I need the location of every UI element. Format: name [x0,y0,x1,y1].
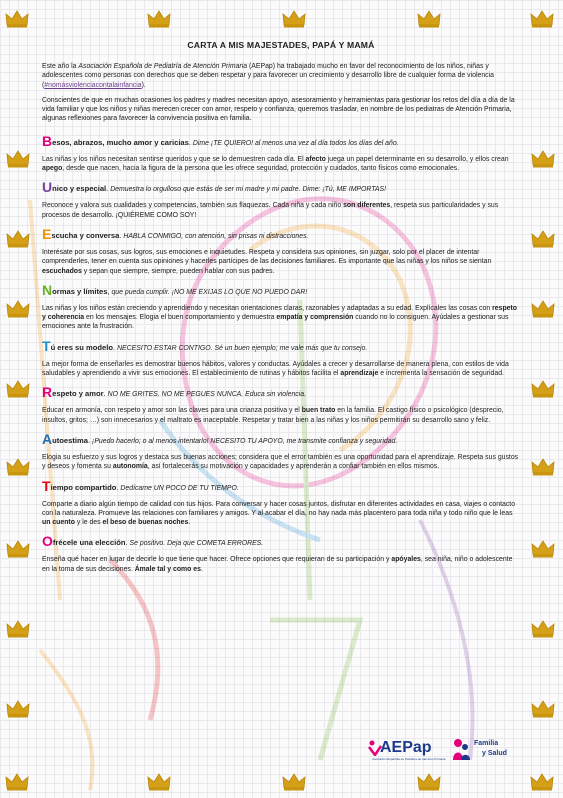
section-subtitle: Se positivo. Deja que COMETA ERRORES. [127,540,264,548]
section-heading [42,179,520,196]
section-title-punct: . [188,137,192,147]
crown-icon [531,540,555,558]
crown-icon [6,300,30,318]
section-subtitle: Dedícame UN POCO DE TU TIEMPO. [118,484,239,492]
crown-icon [5,10,29,28]
crown-icon [531,230,555,248]
body-text: Reconoce y valora sus cualidades y competencias, también sus flaquezas. Cada niña y cada niño [42,202,344,210]
section-body [42,453,520,472]
emphasis-text: empatía y comprensión [276,314,354,322]
section-body [42,406,520,425]
intro-text: ). [141,81,146,89]
acrostic-letter: E [42,225,52,242]
crown-icon [6,150,30,168]
body-text: en la familia. El castigo físico o psicológico (desprecio, insultos, gritos; …) son innecesarios y el maltrato es inaceptable. Respetar y tratar bien a las niñas y los niños permitirán su desarrollo sano y feliz. [42,407,504,424]
section-title: esos, abrazos, mucho amor y caricias [52,137,189,147]
crown-icon [417,10,441,28]
section-heading [42,384,520,401]
letter-title: CARTA A MIS MAJESTADES, PAPÁ Y MAMÁ [187,40,375,50]
body-text: Enseña qué hacer en lugar de decirle lo que tiene que hacer. Ofrece opciones que requieran de su participación y [42,556,392,564]
section-title-punct: , [107,286,110,296]
crown-icon [531,620,555,638]
y-salud-text: y Salud [482,750,507,757]
section-title: frécele una elección [52,538,126,548]
crown-icon [6,700,30,718]
crown-icon [6,380,30,398]
section-title: scucha y conversa [51,230,120,240]
section-heading [42,533,520,550]
crown-icon [147,773,171,791]
organization-name: Asociación Española de Pediatría de Atención Primaria [78,63,248,70]
family-icon [450,738,472,762]
section-title-punct: . [88,435,91,445]
crown-icon [531,380,555,398]
crown-icon [531,458,555,476]
emphasis-text: autonomía [112,463,148,471]
section-subtitle: NO ME GRITES. NO ME PEGUES NUNCA. Educa sin violencia. [105,391,307,399]
section-title: nico y especial [52,184,107,194]
body-text: . [188,519,191,527]
section-subtitle: NECESITO ESTAR CONTIGO. Sé un buen ejemplo; me vale más que tu consejo. [115,344,368,352]
emphasis-text: afecto [305,155,326,163]
section-body [42,155,520,174]
crown-icon [530,10,554,28]
acrostic-letter: T [42,337,51,354]
crown-icon [6,540,30,558]
section-heading [42,225,520,242]
section-heading [42,281,520,298]
body-text: Las niñas y los niños están creciendo y aprendiendo y necesitan orientaciones claras, razonables y adaptadas a su edad. Explícales las cosas con [42,304,493,312]
body-text: , así fortalecerás su motivación y capacidades y aprenderán a confiar también en ellos mismos. [147,463,440,471]
section-body [42,500,520,528]
emphasis-text: apóyales [391,556,421,564]
emphasis-text: escuchados [42,267,82,275]
section-subtitle: ¡Puedo hacerlo; o al menos intentarlo! NECESITO TU APOYO, me transmite confianza y seguridad. [90,437,398,445]
section-body [42,248,520,276]
emphasis-text: aprendizaje [340,370,379,378]
acrostic-letter: R [42,384,53,401]
aepap-logo [368,736,448,764]
acrostic-letter: U [42,179,53,196]
body-text: La mejor forma de enseñarles es demostrar buenos hábitos, valores y conductas. Ayúdales a crecer y desarrollarse de manera plena, con estilos de vida saludables y aprendiendo a vivir sus emociones. El establecimiento de rutinas y hábitos facilita el [42,360,509,378]
intro-text: Este año la [42,63,79,70]
crown-icon [6,230,30,248]
acrostic-letter: N [42,281,53,298]
crown-icon [147,10,171,28]
acrostic-letter: T [42,477,51,494]
section-title: espeto y amor [52,389,104,399]
emphasis-text: el beso de buenas noches [102,519,189,527]
section-title: utoestima [52,435,88,445]
body-text: Comparte a diario algún tiempo de calidad con tus hijos. Para conversar y hacer cosas juntos, disfrutar en diferentes actividades en casa, viajes o contacto con la naturaleza. Promueve las relaciones con familiares y amigos. Y al acabar el día, no hay nada más placentero para toda niña y todo niño que le leas [42,500,516,517]
body-text: Las niñas y los niños necesitan sentirse queridos y que se lo demuestren cada día. El [42,155,306,163]
section-body [42,360,520,379]
body-text: , desde que nacen, hacia la figura de la persona que les ofrece seguridad, protección y cuidados, tanto físicos como emocionales. [62,165,460,173]
body-text: , sea niña, niño o adolescente en la toma de sus decisiones. [42,556,513,573]
section-heading [42,337,520,354]
body-text: y le des [74,519,103,527]
emphasis-text: apego [42,165,63,173]
intro-paragraph-2: Conscientes de que en muchas ocasiones los padres y madres necesitan apoyo, asesoramiento y herramientas para gestionar los retos del día a día de la vida familiar y que los niños y niñas merecen crecer con amor, respeto y confianza, queremos trasladar, en nombre de los pediatras de Atención Primaria, algunas reflexiones para favorecer la convivencia positiva en familia. [42,96,515,123]
crown-icon [531,700,555,718]
crown-icon [5,773,29,791]
body-text: y sepan que siempre, siempre, pueden hablar con sus padres. [81,267,275,275]
body-text: cuando no lo consiguen. Ayúdales a gestionar sus emociones ante la frustración. [42,314,509,331]
acrostic-letter: A [42,430,53,447]
section-title: ú eres su modelo [50,342,114,352]
body-text: e incrementa la sensación de seguridad. [378,370,504,378]
intro-text: (AEPap) ha trabajado mucho en favor del reconocimiento de los niños, niñas y adolescentes como personas con derechos que se deben respetar y para favorecer un crecimiento y desarrollo libre de cualquier forma de violencia ( [42,63,494,89]
crown-icon [282,10,306,28]
letter-content [42,40,520,583]
section-title-punct: . [125,538,128,548]
section-heading [42,132,520,149]
section-title-punct: . [116,482,119,492]
section-subtitle: HABLA CONMIGO, con atención, sin prisas ni distracciones. [121,232,309,240]
section-subtitle: Dime ¡TE QUIERO! al menos una vez al día todos los días del año. [191,139,399,147]
crown-icon [6,620,30,638]
emphasis-text: Ámale tal y como es [134,565,201,573]
crown-icon [417,773,441,791]
aepap-tagline: Asociación Española de Pediatría de Atención Primaria [372,757,446,761]
section-title-punct: . [113,342,116,352]
emphasis-text: respeto y coherencia [42,304,517,322]
crown-icon [6,458,30,476]
section-title: iempo compartido [50,482,117,492]
hashtag-link[interactable]: #nomásviolenciacontalainfancia [44,81,142,89]
section-title: ormas y límites [52,286,108,296]
acrostic-letter: O [42,533,53,550]
acrostic-letter: B [42,132,53,149]
aepap-logo-text: AEPap [380,739,432,756]
body-text: juega un papel determinante en su desarrollo, y ellos crean [325,155,509,163]
body-text: Interésate por sus cosas, sus logros, sus emociones e inquietudes. Respeta y considera sus opiniones, sin juzgar, solo por el placer de intentar comprenderles, tener en cuenta sus opiniones y hacerles partícipes de las decisiones familiares. Es importante que las niñas y los niños se sientan [42,248,492,266]
body-text: . [200,565,203,573]
section-title-punct: . [119,230,122,240]
emphasis-text: un cuento [42,519,75,527]
footer-logos [368,736,528,764]
crown-icon [531,300,555,318]
familia-salud-logo [450,736,520,764]
section-title-punct: . [106,184,109,194]
section-subtitle: Demuestra lo orgulloso que estás de ser mi madre y mi padre. Dime: ¡Tú, ME IMPORTAS! [108,186,387,194]
intro-paragraph-1 [42,62,520,90]
acrostic-sections [42,132,520,574]
emphasis-text: son diferentes [343,202,391,210]
body-text: Educar en armonía, con respeto y amor son las claves para una crianza positiva y el [42,407,302,415]
section-body [42,201,520,220]
body-text: en los mensajes. Elogia el buen comportamiento y demuestra [84,314,277,322]
body-text: Elogia su esfuerzo y sus logros y destaca sus buenas acciones; considera que el error también es una oportunidad para el aprendizaje. Respeta sus gustos y deseos y fomenta su [42,453,519,471]
emphasis-text: buen trato [301,407,336,415]
section-title-punct: . [103,389,106,399]
crown-icon [531,150,555,168]
section-body [42,304,520,332]
section-body [42,555,520,574]
section-subtitle: que pueda cumplir. ¡NO ME EXIJAS LO QUE NO PUEDO DAR! [109,288,308,296]
familia-text: Familia [474,740,499,747]
crown-icon [282,773,306,791]
section-heading [42,430,520,447]
section-heading [42,477,520,494]
crown-icon [530,773,554,791]
body-text: , respeta sus particularidades y sus procesos de desarrollo. ¡QUIÉREME COMO SOY! [42,202,499,219]
